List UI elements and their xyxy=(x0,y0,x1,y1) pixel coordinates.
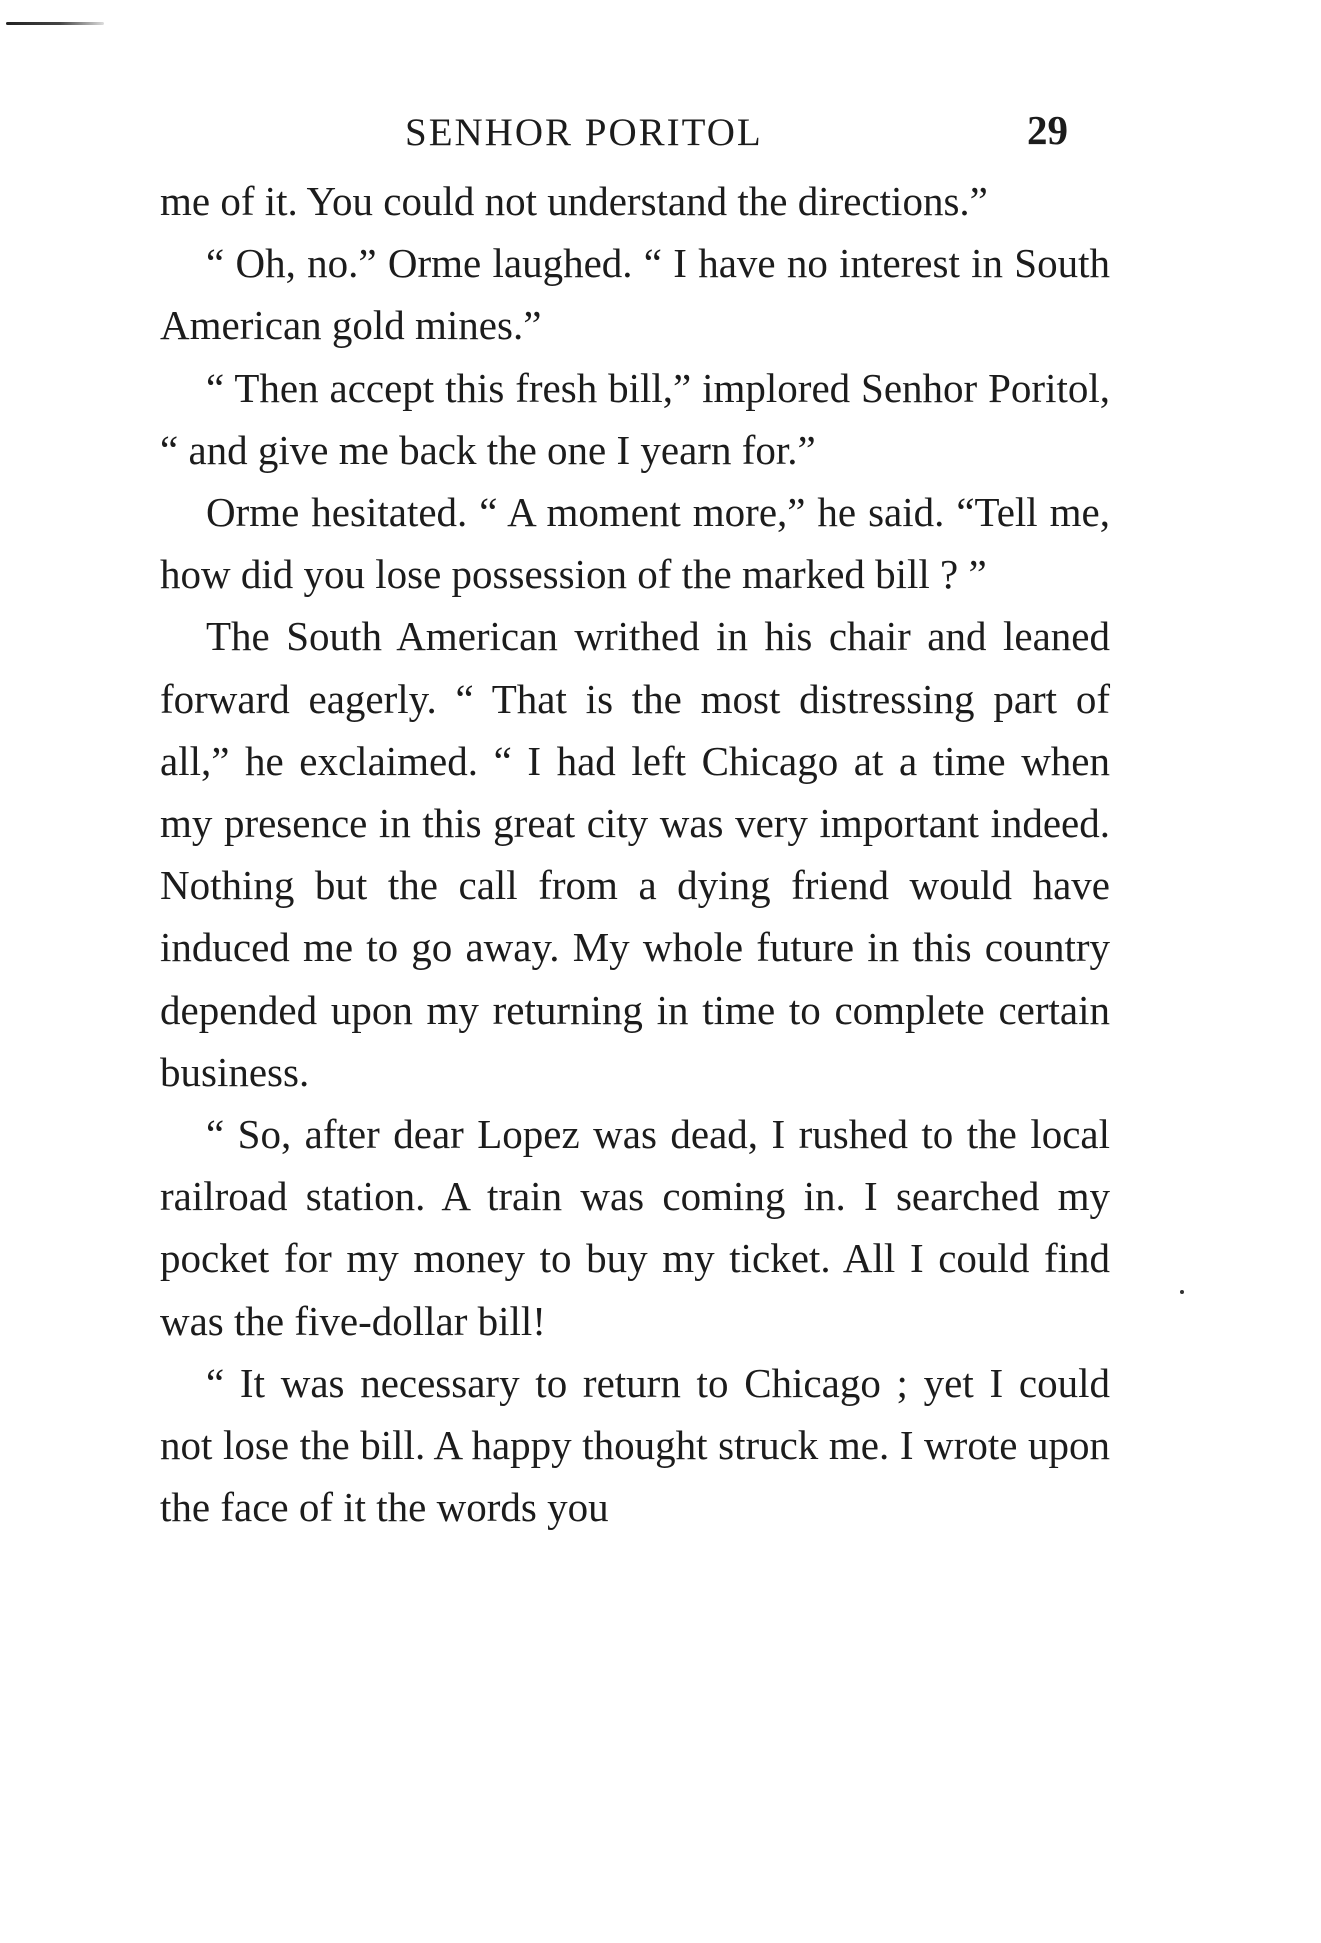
paragraph: The South American writhed in his chair and leaned forward eagerly. “ That is the most distressing part of all,” he exclaimed. “ I had left Chicago at a time when my presence in this great city was very important indeed. Nothing but the call from a dying friend would have induced me to go away. My whole future in this country depended upon my returning in time to complete certain business. xyxy=(160,613,1110,1095)
body-text xyxy=(160,170,1110,1538)
running-title: SENHOR PORITOL xyxy=(405,111,763,154)
book-page xyxy=(160,100,1110,1538)
paragraph-continued: me of it. You could not understand the directions.” xyxy=(160,178,988,224)
ink-speck xyxy=(1180,1290,1184,1294)
paragraph: “ Oh, no.” Orme laughed. “ I have no interest in South American gold mines.” xyxy=(160,240,1110,349)
page-number: 29 xyxy=(1027,107,1068,153)
scan-edge-mark xyxy=(6,22,104,25)
paragraph: “ It was necessary to return to Chicago ; yet I could not lose the bill. A happy thought struck me. I wrote upon the face of it the words you xyxy=(160,1359,1110,1531)
paragraph: “ Then accept this fresh bill,” implored Senhor Poritol, “ and give me back the one I yearn for.” xyxy=(160,364,1110,473)
paragraph: “ So, after dear Lopez was dead, I rushed to the local railroad station. A train was coming in. I searched my pocket for my money to buy my ticket. All I could find was the five-dollar bill! xyxy=(160,1111,1110,1344)
running-head xyxy=(160,100,1110,160)
paragraph: Orme hesitated. “ A moment more,” he said. “Tell me, how did you lose possession of the marked bill ? ” xyxy=(160,489,1110,598)
